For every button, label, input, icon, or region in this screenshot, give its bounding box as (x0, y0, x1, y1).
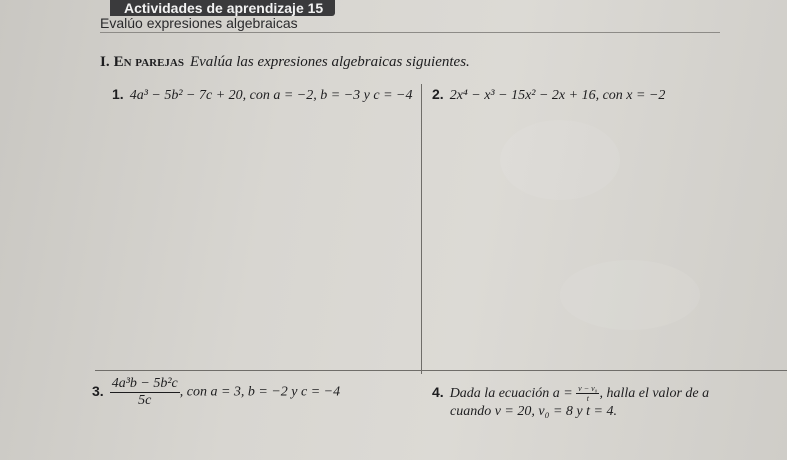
fraction-denominator: 5c (138, 393, 152, 408)
problem-lead: Dada la ecuación a = (449, 386, 577, 401)
section-label: En parejas (113, 54, 184, 70)
problem-fraction (576, 384, 599, 403)
activity-subtitle: Evalúo expresiones algebraicas (100, 15, 298, 31)
problem-tail: , halla el valor de a (599, 386, 710, 401)
problem-number: 3. (92, 382, 104, 399)
problem-number: 2. (432, 86, 444, 102)
problem-expression: 4a³ − 5b² − 7c + 20, con a = −2, b = −3 y c = −4 (129, 88, 413, 103)
problem-conditions: , con a = 3, b = −2 y c = −4 (179, 384, 341, 400)
section-heading (100, 54, 470, 71)
problem-1 (112, 86, 412, 104)
problem-2 (432, 86, 665, 104)
section-number: I. (100, 54, 110, 70)
paper-smudge (500, 120, 620, 200)
problem-expression: 2x⁴ − x³ − 15x² − 2x + 16, con x = −2 (449, 88, 666, 103)
problem-number: 4. (432, 384, 444, 400)
problem-4 (432, 384, 709, 403)
activity-badge: Actividades de aprendizaje 15 (110, 0, 335, 16)
grid-divider-vertical (421, 84, 422, 374)
problem-fraction (110, 376, 180, 409)
grid-divider-horizontal (95, 370, 787, 371)
header-rule (100, 32, 720, 33)
paper-smudge (560, 260, 700, 330)
problem-3 (92, 376, 340, 409)
section-instruction: Evalúa las expresiones algebraicas siguientes. (189, 54, 470, 70)
fraction-numerator: 4a³b − 5b²c (111, 376, 178, 391)
fraction-numerator: v − v₀ (578, 384, 598, 394)
problem-number: 1. (112, 86, 124, 102)
fraction-denominator: t (586, 394, 589, 404)
problem-4-line2: cuando v = 20, v₀ = 8 y t = 4. (450, 404, 617, 419)
